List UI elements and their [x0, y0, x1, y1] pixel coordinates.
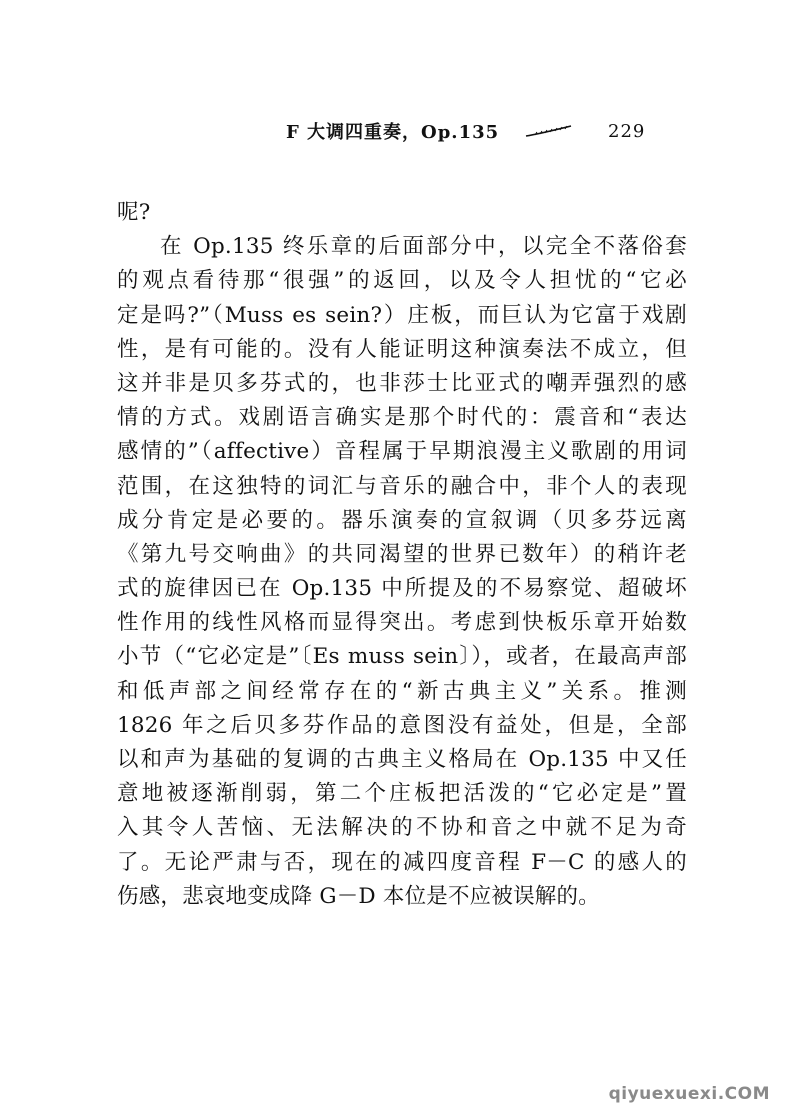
text-line: 式的旋律因已在 Op.135 中所提及的不易察觉、超破坏	[117, 576, 687, 602]
text-line: 了。无论严肃与否，现在的减四度音程 F－C 的感人的	[117, 849, 687, 875]
text-line: 感情的”（affective）音程属于早期浪漫主义歌剧的用词	[117, 439, 687, 465]
text-line: 《第九号交响曲》的共同渴望的世界已数年）的稍许老	[117, 541, 687, 567]
running-header	[286, 118, 646, 144]
text-line: 这并非是贝多芬式的，也非莎士比亚式的嘲弄强烈的感	[117, 370, 687, 396]
text-line: 小节（“它必定是”〔Es muss sein〕），或者，在最高声部	[117, 644, 687, 670]
text-line: 入其令人苦恼、无法解决的不协和音之中就不足为奇	[117, 815, 687, 841]
text-line: 的观点看待那“很强”的返回，以及令人担忧的“它必	[117, 268, 687, 294]
text-line: 意地被逐渐削弱，第二个庄板把活泼的“它必定是”置	[117, 781, 687, 807]
quill-ornament-icon	[525, 124, 573, 138]
text-line: 和低声部之间经常存在的“新古典主义”关系。推测	[117, 678, 687, 704]
text-line: 1826 年之后贝多芬作品的意图没有益处，但是，全部	[117, 712, 687, 738]
text-line: 性作用的线性风格而显得突出。考虑到快板乐章开始数	[117, 610, 687, 636]
text-line: 伤感，悲哀地变成降 G－D 本位是不应被误解的。	[117, 883, 600, 909]
text-line: 呢?	[117, 200, 151, 225]
text-line: 在 Op.135 终乐章的后面部分中，以完全不落俗套	[160, 234, 687, 260]
text-line: 成分肯定是必要的。器乐演奏的宣叙调（贝多芬远离	[117, 507, 687, 533]
page-number: 229	[608, 120, 646, 142]
text-line: 范围，在这独特的词汇与音乐的融合中，非个人的表现	[117, 473, 687, 499]
site-watermark: qiyuexuexi.COM	[608, 1084, 770, 1104]
body-text	[117, 196, 687, 914]
text-line: 性，是有可能的。没有人能证明这种演奏法不成立，但	[117, 336, 687, 362]
text-line: 情的方式。戏剧语言确实是那个时代的：震音和“表达	[117, 405, 687, 431]
header-title: F 大调四重奏，Op.135	[286, 122, 500, 143]
text-line: 以和声为基础的复调的古典主义格局在 Op.135 中又任	[117, 747, 687, 772]
text-line: 定是吗?”（Muss es sein?）庄板，而巨认为它富于戏剧	[117, 302, 687, 328]
